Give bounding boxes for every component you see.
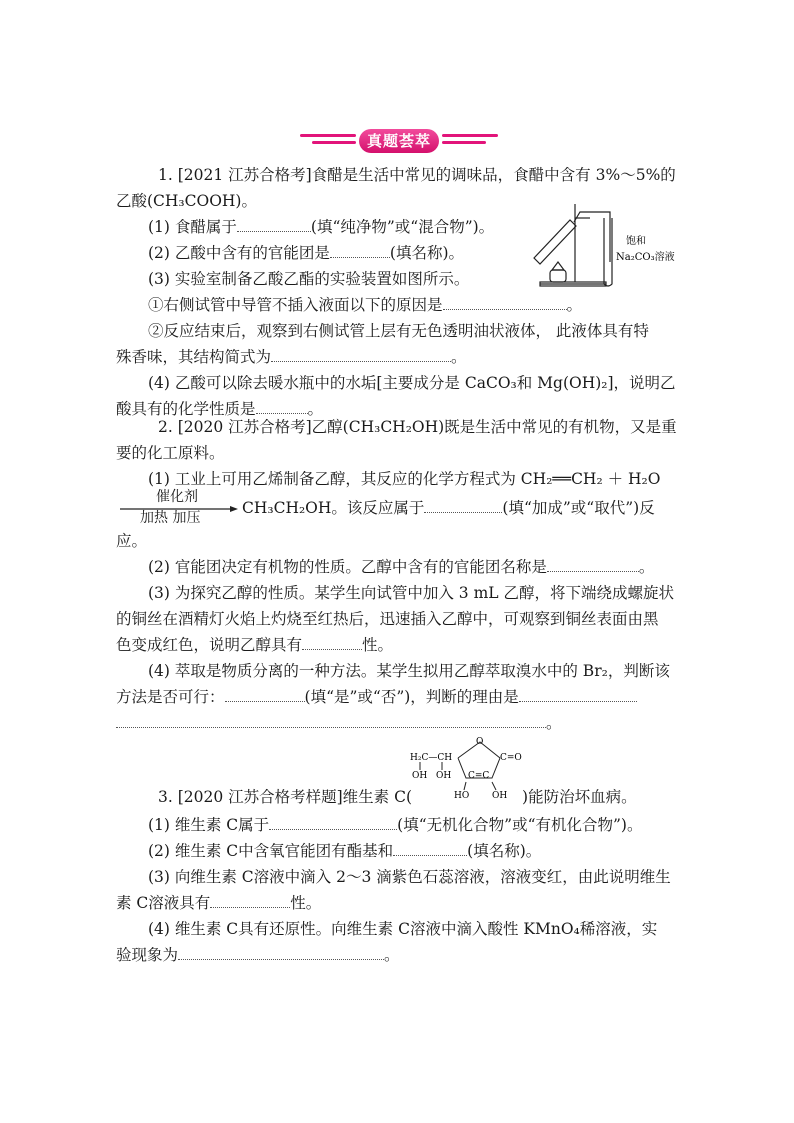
q2-4-hint: (填“是”或“否”)，判断的理由是 <box>304 688 519 706</box>
q3-line-7 <box>116 944 400 966</box>
vitc-oh1: OH <box>412 771 428 781</box>
q1-line-9: (4) 乙酸可以除去暖水瓶中的水垢[主要成分是 CaCO₃和 Mg(OH)₂]，说明乙 <box>148 374 676 392</box>
arrow-head <box>230 506 238 512</box>
q2-line-6 <box>148 556 654 578</box>
q1-3a-end: 。 <box>566 296 583 314</box>
q1-3b-answer-blank[interactable] <box>271 347 451 362</box>
vitc-chain: H₂C—CH <box>410 753 453 763</box>
q2-1-answer-blank[interactable] <box>424 498 502 513</box>
q3-line-1 <box>158 786 637 808</box>
q1-3b-end: 。 <box>451 348 467 366</box>
vitc-oh3: OH <box>492 791 508 801</box>
q1-3b-prompt: 殊香味，其结构简式为 <box>116 348 272 366</box>
q2-4-reason-blank-2[interactable] <box>116 713 546 728</box>
q1-2-prompt: (2) 乙酸中含有的官能团是 <box>148 244 330 262</box>
q3-4-answer-blank[interactable] <box>178 945 384 960</box>
q1-line-6 <box>148 294 582 316</box>
q1-4-end: 。 <box>307 400 324 418</box>
q1-2-answer-blank[interactable] <box>330 243 390 258</box>
q2-line-12 <box>116 712 562 734</box>
q2-3-prompt: 色变成红色，说明乙醇具有 <box>116 636 303 654</box>
q2-4-prompt: 方法是否可行： <box>116 688 225 706</box>
reaction-arrow <box>118 498 242 518</box>
q2-3-answer-blank[interactable] <box>302 635 362 650</box>
q2-line-8: 的铜丝在酒精灯火焰上灼烧至红热后，迅速插入乙醇中，可观察到铜丝表面由黑 <box>116 610 659 628</box>
q1-line-1: 1. [2021 江苏合格考]食醋是生活中常见的调味品，食醋中含有 3%～5%的 <box>158 166 676 184</box>
vitc-ring-o: O <box>476 737 484 747</box>
q1-1-prompt: (1) 食醋属于 <box>148 218 237 236</box>
q2-1-hint: (填“加成”或“取代”)反 <box>502 499 655 517</box>
q2-line-3: (1) 工业上可用乙烯制备乙醇，其反应的化学方程式为 CH₂══CH₂ ＋ H₂O <box>148 470 661 488</box>
q3-1-answer-blank[interactable] <box>269 815 397 830</box>
q1-line-5: (3) 实验室制备乙酸乙酯的实验装置如图所示。 <box>148 270 470 288</box>
q3-intro: 3. [2020 江苏合格考样题]维生素 C( <box>158 788 413 806</box>
q2-line-5: 应。 <box>116 532 148 550</box>
section-banner <box>0 128 794 154</box>
q3-4-end: 。 <box>384 946 400 964</box>
q3-2-prompt: (2) 维生素 C中含氧官能团有酯基和 <box>148 842 394 860</box>
q1-3a-prompt: ①右侧试管中导管不插入液面以下的原因是 <box>148 296 443 314</box>
q3-line-5 <box>116 892 321 914</box>
esterification-apparatus-diagram <box>530 200 690 292</box>
q3-2-answer-blank[interactable] <box>393 841 467 856</box>
q2-line-9 <box>116 634 393 656</box>
q3-1-hint: (填“无机化合物”或“有机化合物”)。 <box>397 816 643 834</box>
alcohol-lamp <box>550 270 566 282</box>
apparatus-label-1: 饱和 <box>626 236 646 247</box>
q3-intro-end: )能防治坏血病。 <box>522 788 637 806</box>
q1-line-4 <box>148 242 464 264</box>
q2-line-11 <box>116 686 637 708</box>
banner-bar-right-2 <box>442 141 486 144</box>
q2-line-4 <box>242 497 655 519</box>
q2-1-prompt: CH₃CH₂OH。该反应属于 <box>242 499 425 517</box>
q3-2-hint: (填名称)。 <box>467 842 542 860</box>
q3-3-answer-blank[interactable] <box>210 893 290 908</box>
q2-4-reason-blank[interactable] <box>519 687 637 702</box>
q2-line-7: (3) 为探究乙醇的性质。某学生向试管中加入 3 mL 乙醇，将下端绕成螺旋状 <box>148 584 675 602</box>
receiving-test-tube <box>604 218 612 286</box>
q1-2-hint: (填名称)。 <box>389 244 464 262</box>
q2-2-end: 。 <box>638 558 655 576</box>
q3-line-4: (3) 向维生素 C溶液中滴入 2～3 滴紫色石蕊溶液，溶液变红，由此说明维生 <box>148 868 671 886</box>
q2-4-answer-blank[interactable] <box>225 687 305 702</box>
q1-line-3 <box>148 216 494 238</box>
q2-3-end: 性。 <box>362 636 394 654</box>
q1-line-7: ②反应结束后，观察到右侧试管上层有无色透明油状液体， 此液体具有特 <box>148 322 649 340</box>
banner-bar-left-2 <box>312 141 356 144</box>
vitc-oh2: OH <box>436 771 452 781</box>
q1-1-hint: (填“纯净物”或“混合物”)。 <box>310 218 495 236</box>
q3-1-prompt: (1) 维生素 C属于 <box>148 816 270 834</box>
banner-title: 真题荟萃 <box>359 129 439 153</box>
q1-3a-answer-blank[interactable] <box>443 295 567 310</box>
q3-3-end: 性。 <box>290 894 322 912</box>
apparatus-label-2: Na₂CO₃溶液 <box>616 252 675 263</box>
q3-line-3 <box>148 840 541 862</box>
q1-line-8 <box>116 346 467 368</box>
q3-line-2 <box>148 814 642 836</box>
q1-4-answer-blank[interactable] <box>256 399 308 414</box>
q2-line-2: 要的化工原料。 <box>116 444 225 462</box>
q1-4-prompt: 酸具有的化学性质是 <box>116 400 256 418</box>
q3-4-prompt: 验现象为 <box>116 946 179 964</box>
q3-3-prompt: 素 C溶液具有 <box>116 894 211 912</box>
vitc-ho: HO <box>454 791 470 801</box>
vitc-ene: C=C <box>468 771 490 781</box>
q2-line-10: (4) 萃取是物质分离的一种方法。某学生拟用乙醇萃取溴水中的 Br₂，判断该 <box>148 662 670 680</box>
q2-catalyst-label: 催化剂 <box>156 489 198 505</box>
banner-bar-right <box>442 134 498 137</box>
q1-line-2: 乙酸(CH₃COOH)。 <box>116 192 257 210</box>
reaction-test-tube <box>534 220 576 264</box>
vitc-carbonyl: C=O <box>500 753 522 763</box>
q2-line-1: 2. [2020 江苏合格考]乙醇(CH₃CH₂OH)既是生活中常见的有机物，又是重 <box>158 418 677 436</box>
q2-2-answer-blank[interactable] <box>547 557 639 572</box>
banner-bar-left <box>300 134 356 137</box>
q3-line-6: (4) 维生素 C具有还原性。向维生素 C溶液中滴入酸性 KMnO₄稀溶液，实 <box>148 920 658 938</box>
q2-2-prompt: (2) 官能团决定有机物的性质。乙醇中含有的官能团名称是 <box>148 558 547 576</box>
alcohol-lamp-flame <box>552 262 564 270</box>
q2-4-end: 。 <box>546 714 562 732</box>
q2-condition-label: 加热 加压 <box>140 510 201 526</box>
q1-1-answer-blank[interactable] <box>237 217 311 232</box>
